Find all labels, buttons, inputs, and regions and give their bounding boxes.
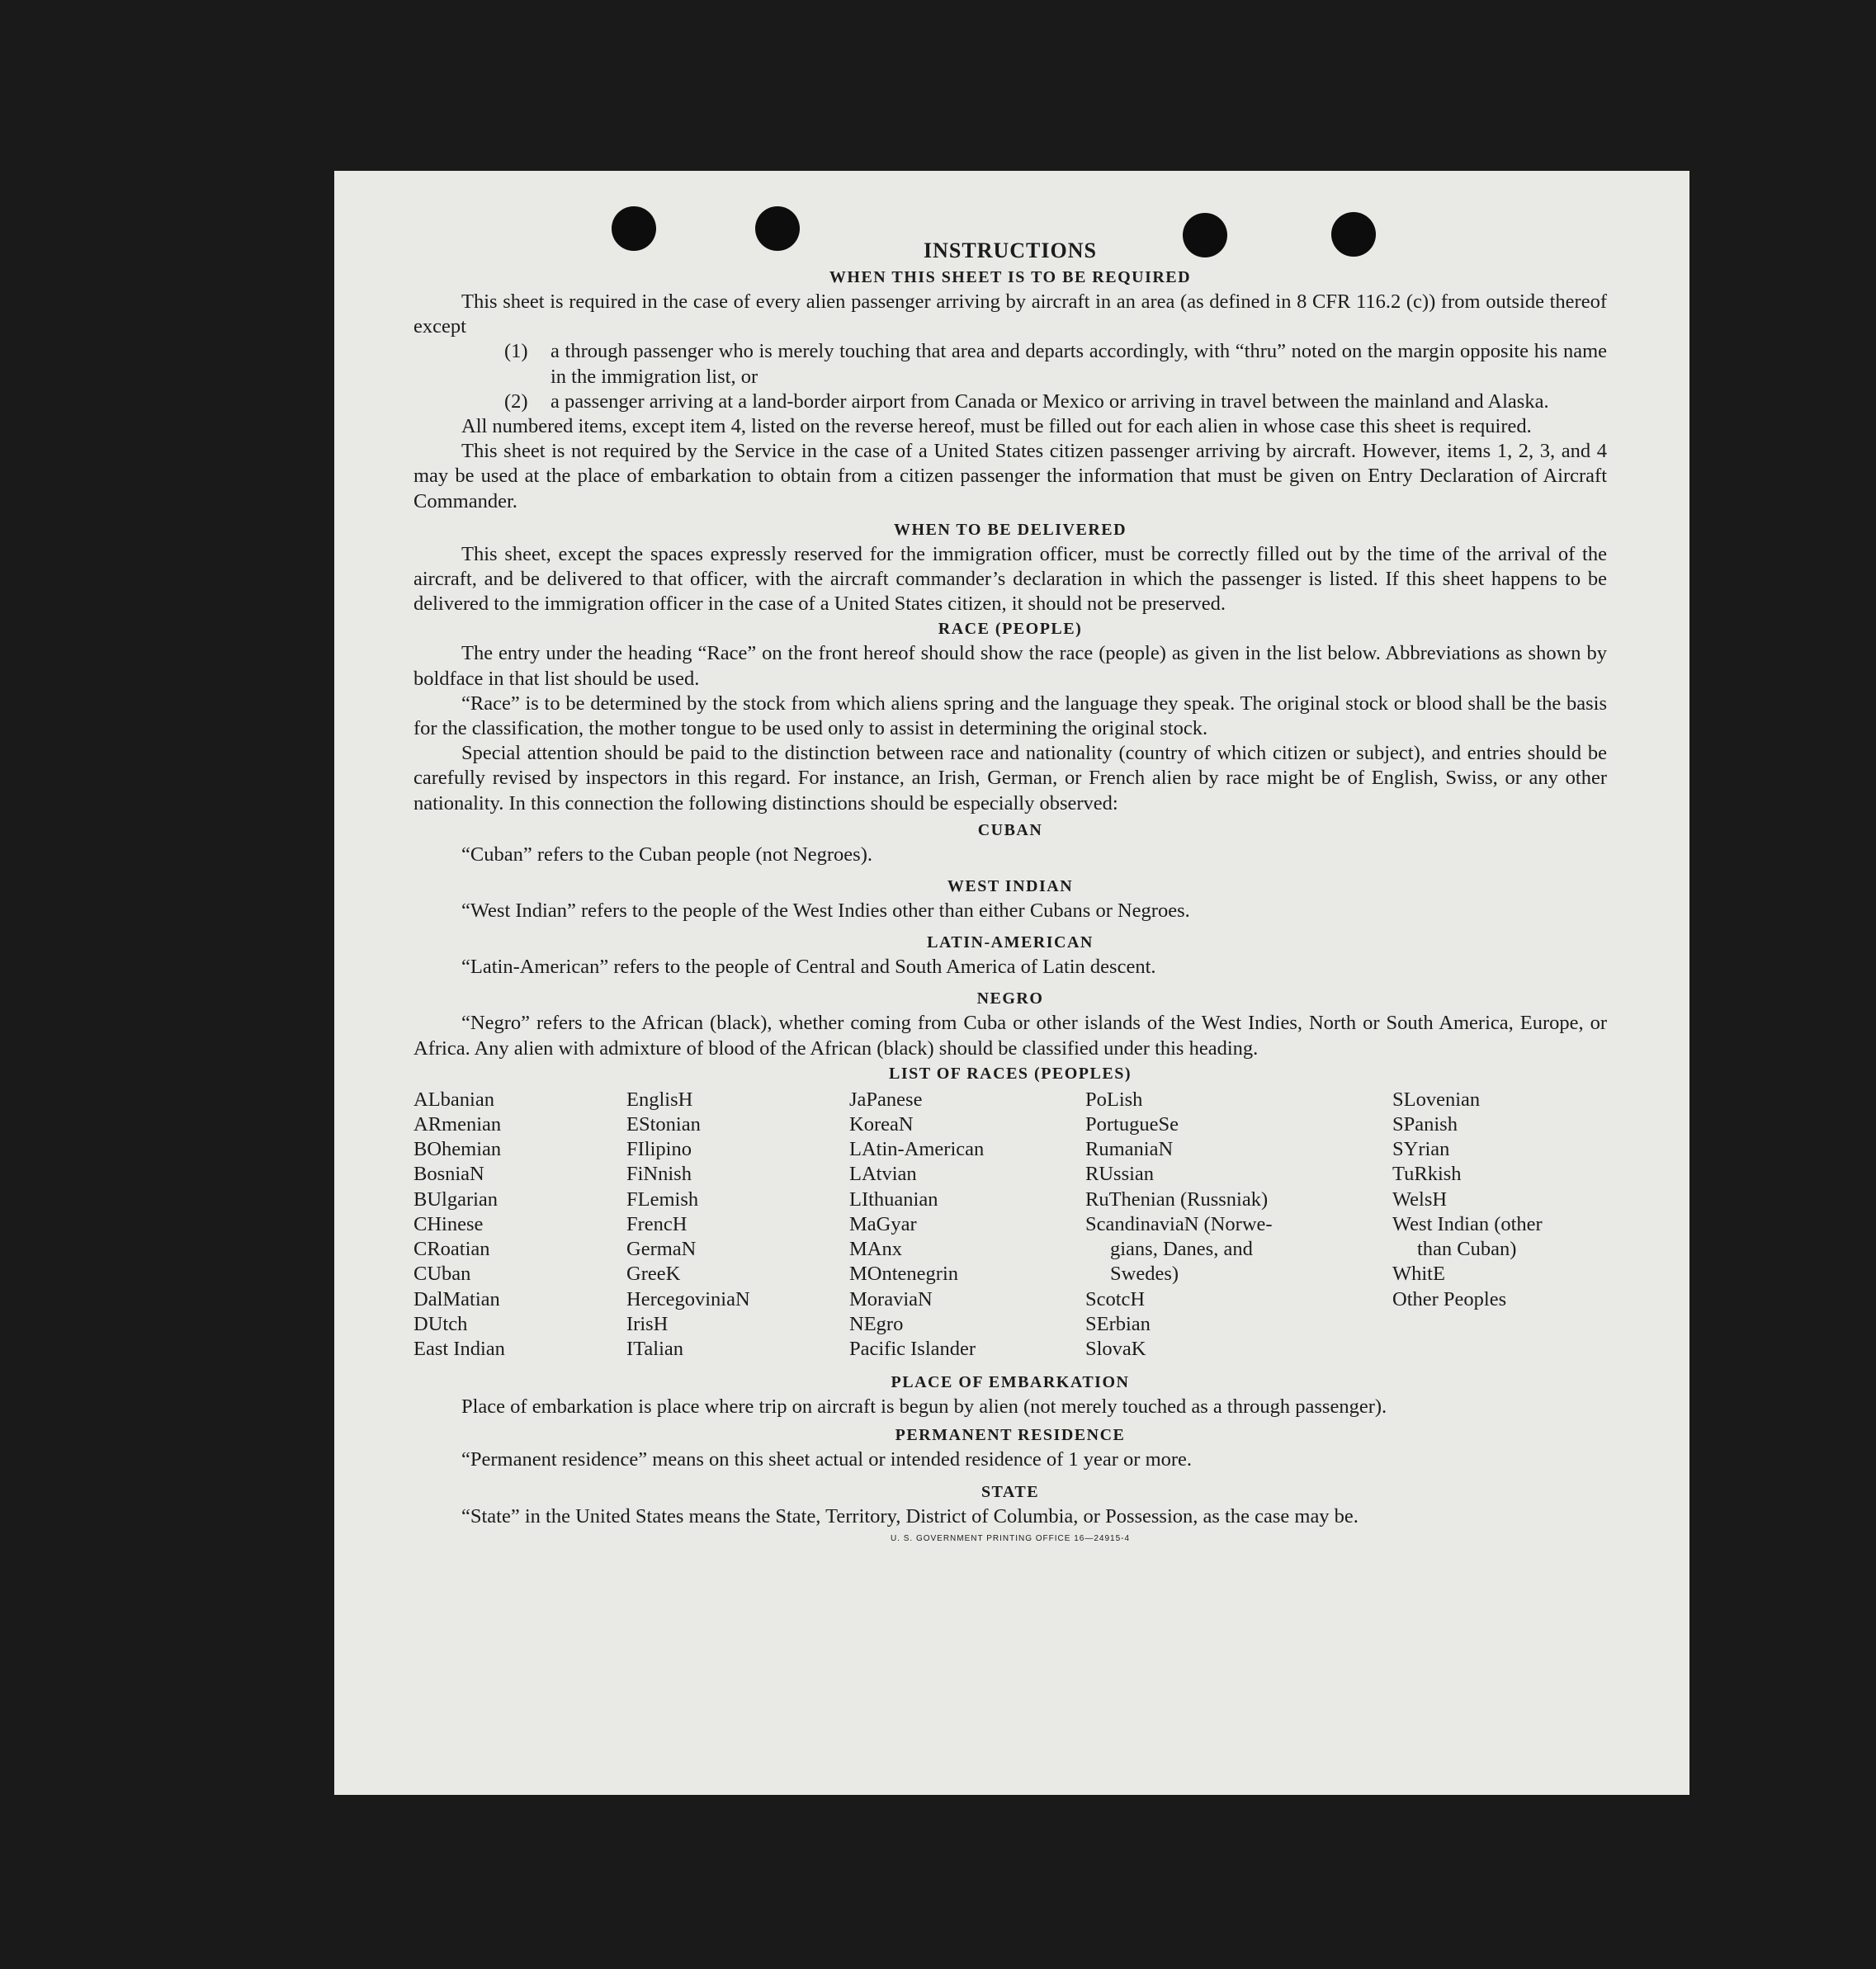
race-entry: RuThenian (Russniak) — [1085, 1188, 1269, 1211]
section-heading: STATE — [981, 1482, 1040, 1501]
section-heading: LATIN-AMERICAN — [927, 933, 1094, 952]
race-entry: SErbian — [1085, 1312, 1151, 1335]
item-text: a through passenger who is merely touching that area and departs accordingly, with “thru” noted on the margin opposite his name in the immigration list, or — [551, 340, 1607, 388]
race-entry: West Indian (other — [1392, 1212, 1543, 1235]
section-heading: CUBAN — [977, 820, 1043, 839]
paragraph: This sheet is required in the case of every alien passenger arriving by aircraft in an area (as defined in 8 CFR 116.2 (c)) from outside thereof except — [413, 290, 1607, 338]
races-column — [1392, 1088, 1607, 1362]
race-entry: MaGyar — [849, 1212, 917, 1235]
instructions-content — [413, 237, 1607, 1543]
race-entry: Pacific Islander — [849, 1337, 976, 1360]
race-entry: Swedes) — [1110, 1263, 1179, 1286]
race-entry: CHinese — [413, 1212, 484, 1235]
race-entry: JaPanese — [849, 1088, 923, 1111]
races-column — [413, 1088, 626, 1362]
race-entry: KoreaN — [849, 1113, 914, 1136]
section-heading: WHEN TO BE DELIVERED — [893, 520, 1127, 539]
paragraph: “Cuban” refers to the Cuban people (not Negroes). — [461, 843, 872, 866]
race-entry: FrencH — [626, 1212, 688, 1235]
section-heading: RACE (PEOPLE) — [938, 620, 1083, 639]
race-entry: GermaN — [626, 1238, 697, 1261]
race-entry: BUlgarian — [413, 1188, 499, 1211]
paragraph: Place of embarkation is place where trip on aircraft is begun by alien (not merely touched as a through passenger). — [461, 1395, 1387, 1419]
paragraph: This sheet, except the spaces expressly reserved for the immigration officer, must be correctly filled out by the time of the arrival of the aircraft, and be delivered to that officer, with the aircraft commander’s declaration in which the passenger is listed. If this sheet happens to be delivered to the immigration officer in the case of a United States citizen, it should not be preserved. — [413, 542, 1607, 616]
race-entry: East Indian — [413, 1337, 505, 1360]
race-entry: RumaniaN — [1085, 1138, 1174, 1161]
race-entry: SlovaK — [1085, 1337, 1146, 1360]
race-entry: ALbanian — [413, 1088, 494, 1111]
section-heading: WEST INDIAN — [947, 877, 1074, 896]
document-sheet — [334, 171, 1689, 1795]
races-list — [413, 1088, 1607, 1362]
printer-imprint: U. S. GOVERNMENT PRINTING OFFICE 16—24915-4 — [890, 1533, 1131, 1543]
race-entry: LAtin-American — [849, 1138, 985, 1161]
item-text: a passenger arriving at a land-border airport from Canada or Mexico or arriving in travel between the mainland and Alaska. — [551, 390, 1549, 413]
race-entry: PoLish — [1085, 1088, 1143, 1111]
race-entry: SPanish — [1392, 1113, 1458, 1136]
races-column — [626, 1088, 849, 1362]
race-entry: FLemish — [626, 1188, 699, 1211]
paragraph: “West Indian” refers to the people of the West Indies other than either Cubans or Negroes. — [461, 900, 1190, 923]
race-entry: LAtvian — [849, 1163, 917, 1186]
race-entry: gians, Danes, and — [1110, 1238, 1253, 1261]
item-number: (2) — [504, 390, 528, 413]
paragraph: Special attention should be paid to the distinction between race and nationality (country of which citizen or subject), and entries should be carefully revised by inspectors in this regard. For instance, an Irish, German, or French alien by race might be of English, Swiss, or any other nationality. In this connection the following distinctions should be especially observed: — [413, 742, 1607, 815]
section-heading: LIST OF RACES (PEOPLES) — [888, 1064, 1132, 1083]
section-heading: WHEN THIS SHEET IS TO BE REQUIRED — [829, 268, 1192, 286]
race-entry: GreeK — [626, 1263, 681, 1286]
paragraph: “Permanent residence” means on this sheet actual or intended residence of 1 year or more. — [461, 1448, 1193, 1471]
races-column — [849, 1088, 1085, 1362]
race-entry: BOhemian — [413, 1138, 502, 1161]
race-entry: RUssian — [1085, 1163, 1155, 1186]
paragraph: “Latin-American” refers to the people of Central and South America of Latin descent. — [461, 956, 1156, 979]
race-entry: EStonian — [626, 1113, 701, 1136]
race-entry: EnglisH — [626, 1088, 693, 1111]
race-entry: Other Peoples — [1392, 1287, 1507, 1310]
item-number: (1) — [504, 340, 528, 363]
races-column — [1085, 1088, 1325, 1362]
race-entry: ITalian — [626, 1337, 684, 1360]
race-entry: IrisH — [626, 1312, 669, 1335]
race-entry: MOntenegrin — [849, 1263, 958, 1286]
race-entry: CUban — [413, 1263, 471, 1286]
section-heading: NEGRO — [976, 989, 1044, 1008]
race-entry: BosniaN — [413, 1163, 484, 1186]
race-entry: MoraviaN — [849, 1287, 933, 1310]
race-entry: than Cuban) — [1417, 1238, 1517, 1261]
race-entry: PortugueSe — [1085, 1113, 1179, 1136]
paragraph: “Negro” refers to the African (black), whether coming from Cuba or other islands of the West Indies, North or South America, Europe, or Africa. Any alien with admixture of blood of the African (black) should be classified under this heading. — [413, 1012, 1607, 1060]
race-entry: LIthuanian — [849, 1188, 938, 1211]
race-entry: NEgro — [849, 1312, 904, 1335]
race-entry: ScandinaviaN (Norwe- — [1085, 1212, 1273, 1235]
paragraph: This sheet is not required by the Service in the case of a United States citizen passenger arriving by aircraft. However, items 1, 2, 3, and 4 may be used at the place of embarkation to obtain from a citizen passenger the information that must be given on Entry Declaration of Aircraft Commander. — [413, 440, 1607, 512]
paragraph: “State” in the United States means the State, Territory, District of Columbia, or Possession, as the case may be. — [461, 1504, 1359, 1528]
race-entry: HercegoviniaN — [626, 1287, 750, 1310]
page-title: INSTRUCTIONS — [924, 238, 1097, 262]
race-entry: MAnx — [849, 1238, 902, 1261]
race-entry: FiNnish — [626, 1163, 692, 1186]
paragraph: “Race” is to be determined by the stock from which aliens spring and the language they speak. The original stock or blood shall be the basis for the classification, the mother tongue to be used only to assist in determining the original stock. — [413, 692, 1607, 740]
section-heading: PERMANENT RESIDENCE — [895, 1426, 1126, 1445]
race-entry: WelsH — [1392, 1188, 1448, 1211]
race-entry: TuRkish — [1392, 1163, 1462, 1186]
paragraph: The entry under the heading “Race” on the front hereof should show the race (people) as given in the list below. Abbreviations as shown by boldface in that list should be used. — [413, 642, 1607, 690]
race-entry: ScotcH — [1085, 1287, 1146, 1310]
race-entry: SLovenian — [1392, 1088, 1481, 1111]
race-entry: DUtch — [413, 1312, 468, 1335]
race-entry: FIlipino — [626, 1138, 692, 1161]
paragraph: All numbered items, except item 4, listed on the reverse hereof, must be filled out for each alien in whose case this sheet is required. — [461, 415, 1532, 438]
race-entry: DalMatian — [413, 1287, 500, 1310]
list-item — [504, 339, 1607, 389]
race-entry: SYrian — [1392, 1138, 1450, 1161]
race-entry: WhitE — [1392, 1263, 1445, 1286]
section-heading: PLACE OF EMBARKATION — [891, 1373, 1130, 1392]
race-entry: CRoatian — [413, 1238, 490, 1261]
list-item — [504, 390, 1607, 414]
race-entry: ARmenian — [413, 1113, 502, 1136]
